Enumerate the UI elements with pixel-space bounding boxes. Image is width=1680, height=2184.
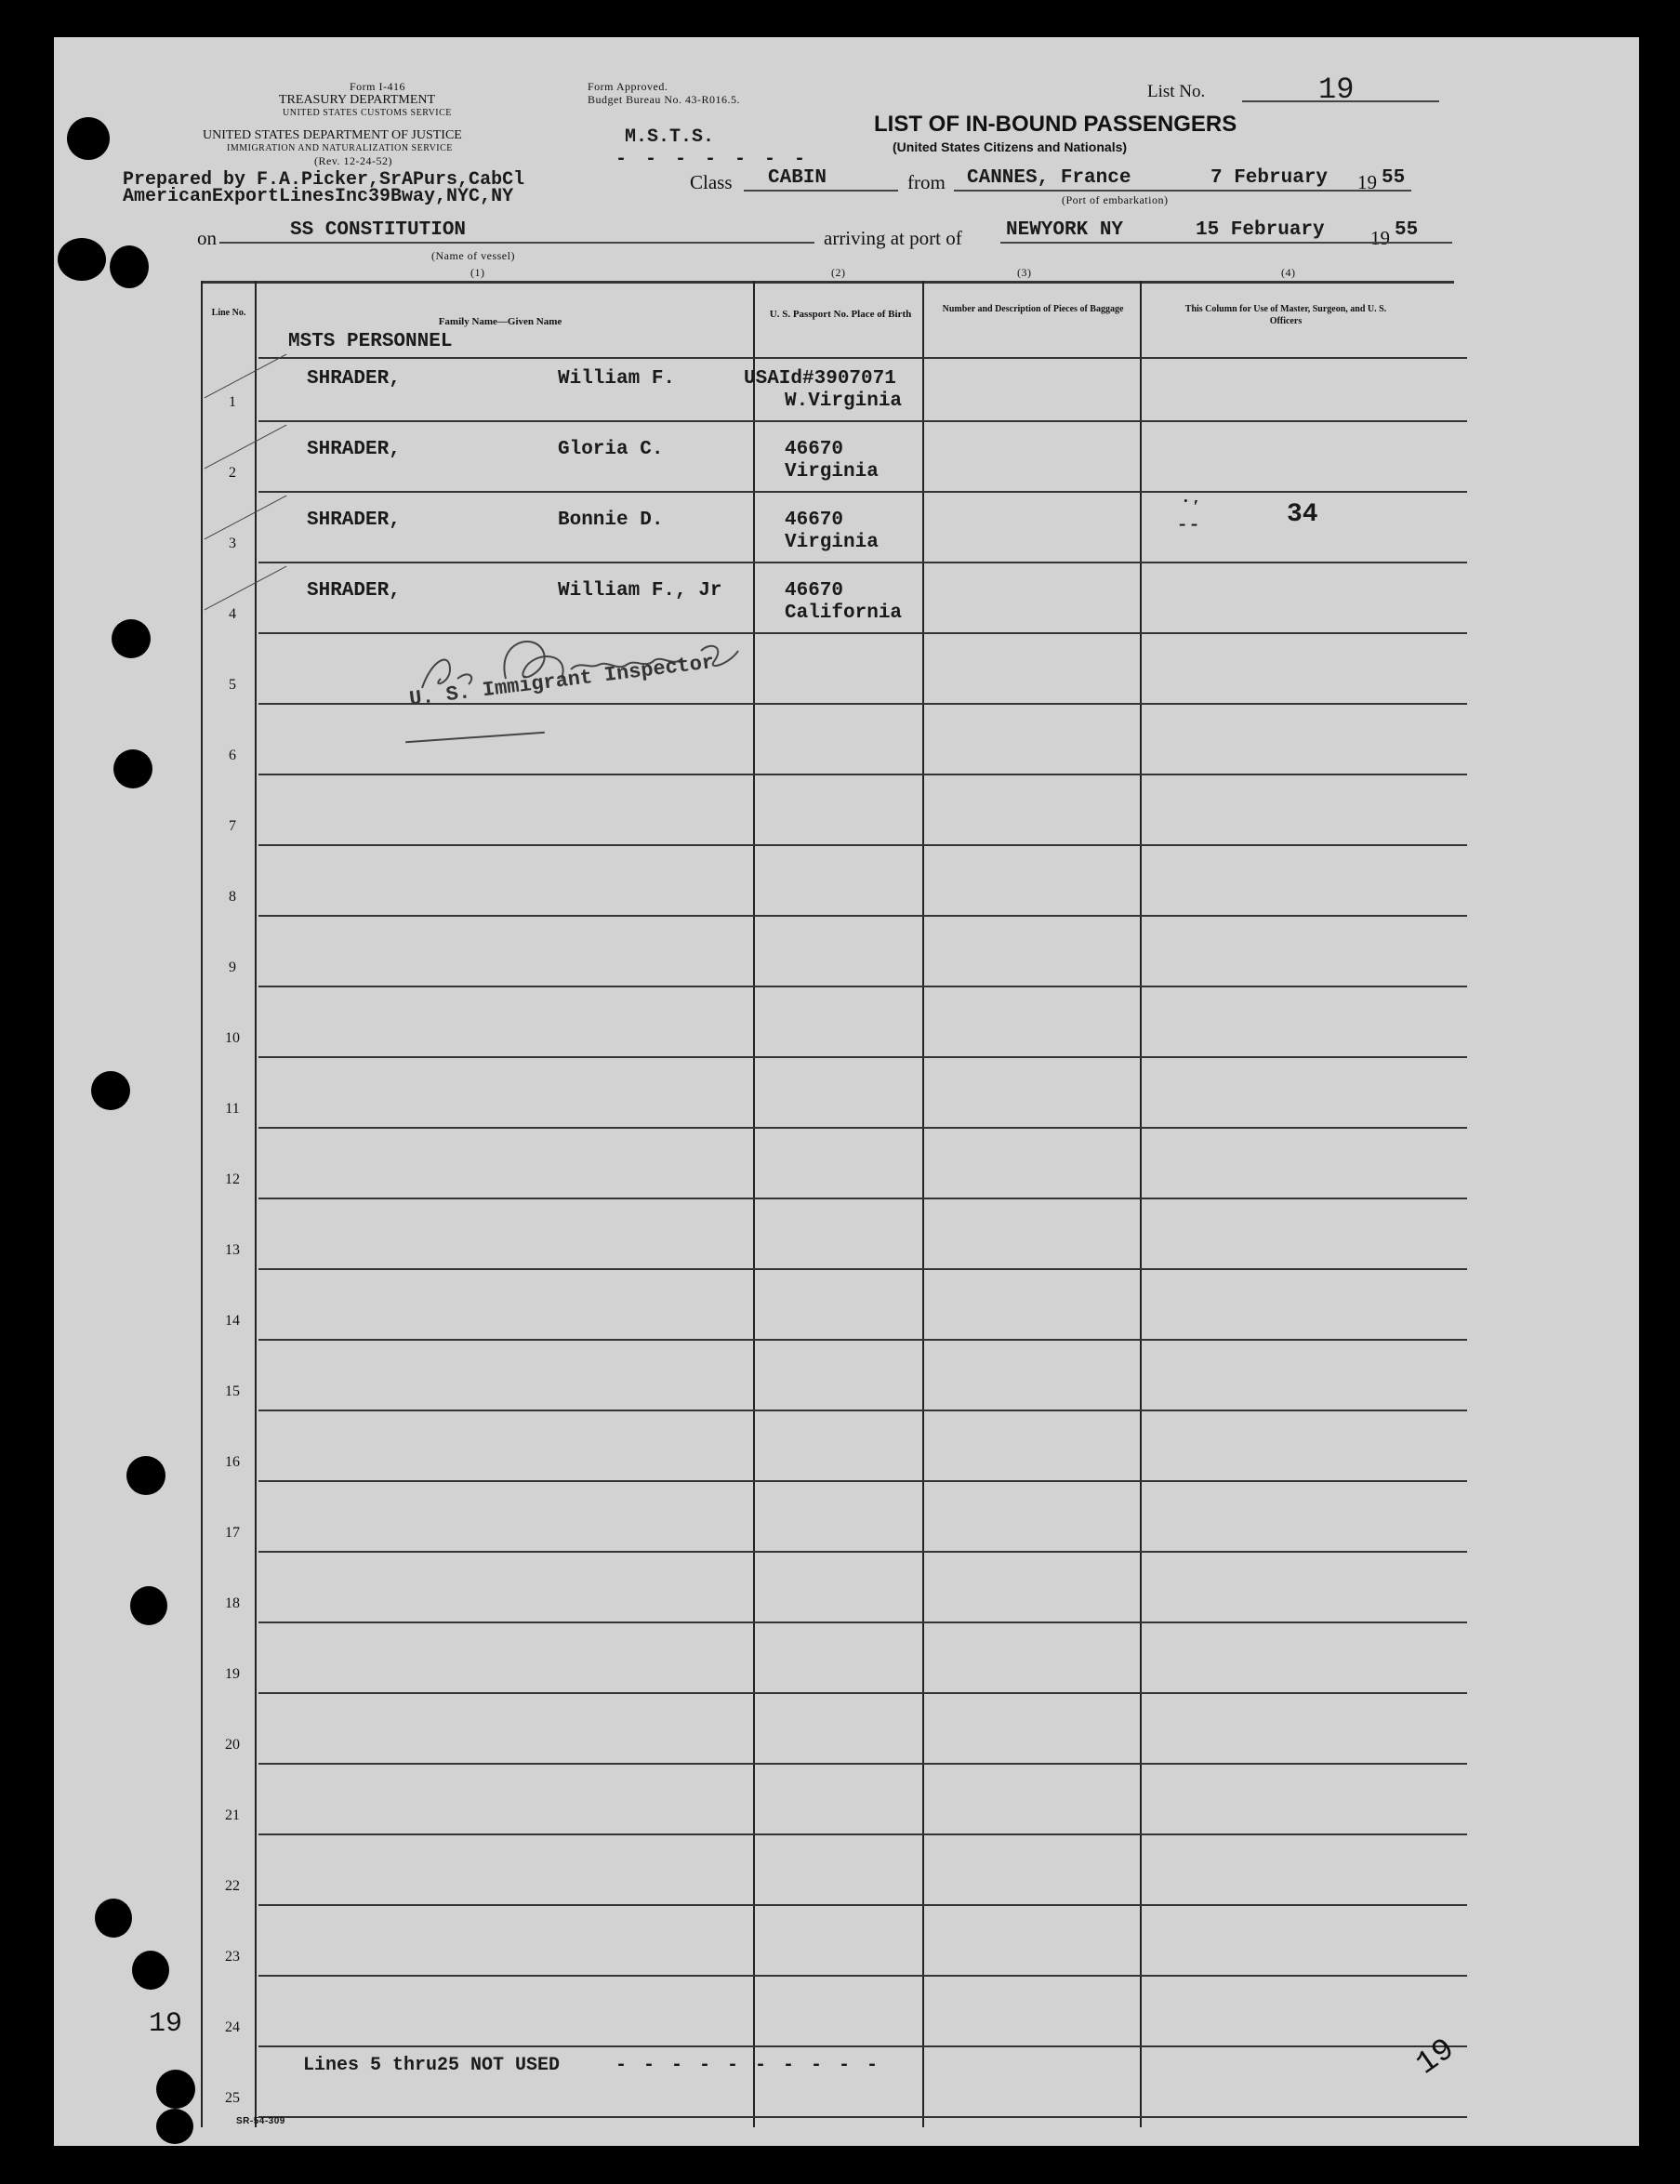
punch-hole: [132, 1951, 169, 1990]
officer-tick-mark: ˙ ′: [1183, 496, 1199, 517]
line-number: 24: [225, 2019, 240, 2035]
officers-column-header: This Column for Use of Master, Surgeon, and U. S. Officers: [1184, 304, 1387, 326]
line-number: 19: [225, 1666, 240, 1682]
check-mark: [205, 425, 287, 470]
row-rule: [258, 1692, 1467, 1694]
msts-code: M.S.T.S.: [625, 126, 715, 148]
line-number: 7: [229, 818, 236, 834]
passenger-family-name: SHRADER,: [307, 510, 401, 531]
line-number: 13: [225, 1242, 240, 1258]
line-number: 17: [225, 1525, 240, 1541]
col4-number: (4): [1281, 266, 1296, 279]
passenger-family-name: SHRADER,: [307, 368, 401, 390]
from-date: 7 February: [1210, 167, 1329, 189]
col1-number: (1): [470, 266, 485, 279]
not-used-note: Lines 5 thru25 NOT USED: [303, 2055, 561, 2076]
passenger-birthplace: Virginia: [785, 461, 879, 483]
line-number: 12: [225, 1171, 240, 1187]
page-title: LIST OF IN-BOUND PASSENGERS: [874, 112, 1237, 137]
from-label: from: [907, 171, 946, 193]
port-embarkation-caption: (Port of embarkation): [1062, 193, 1169, 206]
row-rule: [258, 844, 1467, 846]
treasury-department: TREASURY DEPARTMENT: [279, 93, 436, 107]
passenger-birthplace: Virginia: [785, 532, 879, 553]
row-rule: [258, 774, 1467, 775]
list-no-label: List No.: [1147, 82, 1206, 101]
passenger-birthplace: W.Virginia: [785, 390, 903, 412]
officer-note: 34: [1287, 500, 1318, 529]
row-rule: [258, 1975, 1467, 1977]
arrival-date: 15 February: [1196, 219, 1325, 241]
list-no-value: 19: [1318, 73, 1355, 107]
class-underline: [744, 190, 898, 192]
arrival-underline: [1000, 242, 1452, 244]
passenger-given-name: Bonnie D.: [558, 510, 664, 531]
line-number: 6: [229, 748, 236, 763]
form-number: Form I-416: [350, 80, 405, 93]
row-rule: [258, 2045, 1467, 2047]
arrival-year-prefix: 19: [1370, 227, 1390, 249]
passenger-passport: 46670: [785, 510, 844, 531]
punch-hole: [156, 2070, 195, 2109]
line-number: 2: [229, 465, 236, 481]
officer-tick-mark: - -: [1179, 511, 1198, 535]
on-label: on: [197, 227, 217, 249]
row-rule: [258, 1056, 1467, 1058]
passport-column-header: U. S. Passport No. Place of Birth: [769, 309, 912, 320]
line-number: 3: [229, 536, 236, 551]
stamp-underline: [405, 732, 545, 743]
row-rule: [258, 1268, 1467, 1270]
punch-hole: [112, 619, 151, 658]
from-underline: [954, 190, 1411, 192]
vessel-caption: (Name of vessel): [431, 249, 515, 262]
row-rule: [258, 1904, 1467, 1906]
line-number: 8: [229, 889, 236, 905]
customs-service: UNITED STATES CUSTOMS SERVICE: [283, 108, 452, 118]
msts-dashes: - - - - - - -: [615, 149, 810, 170]
table-top-border: [201, 281, 1454, 284]
line-col-divider: [255, 281, 257, 2127]
passenger-birthplace: California: [785, 602, 903, 624]
footer-code: SR-54-309: [236, 2116, 285, 2126]
punch-hole: [110, 245, 149, 288]
row-rule: [258, 420, 1467, 422]
line-number: 16: [225, 1454, 240, 1470]
line-number: 1: [229, 394, 236, 410]
from-year: 55: [1382, 167, 1406, 189]
form-revision: (Rev. 12-24-52): [314, 154, 393, 167]
col2-divider: [922, 281, 924, 2127]
col1-divider: [753, 281, 755, 2127]
punch-hole: [156, 2109, 193, 2144]
row-rule: [258, 1551, 1467, 1553]
page-subtitle: (United States Citizens and Nationals): [893, 139, 1128, 154]
class-value: CABIN: [768, 167, 827, 189]
margin-number-right: 19: [1409, 2032, 1462, 2084]
list-no-underline: [1242, 100, 1439, 102]
punch-hole: [67, 117, 110, 160]
margin-number-left: 19: [149, 2008, 183, 2040]
punch-hole: [113, 749, 152, 788]
from-year-prefix: 19: [1357, 171, 1377, 193]
line-number: 18: [225, 1595, 240, 1611]
group-label: MSTS PERSONNEL: [288, 331, 453, 352]
from-port: CANNES, France: [967, 167, 1131, 189]
passenger-passport: USAId#3907071: [744, 368, 896, 390]
line-number: 15: [225, 1383, 240, 1399]
row-rule: [258, 2116, 1467, 2118]
header-rule: [258, 357, 1467, 359]
prepared-by-line1: Prepared by F.A.Picker,SrAPurs,CabCl: [123, 169, 525, 191]
not-used-dashes: - - - - - - - - - -: [615, 2055, 881, 2076]
punch-hole: [58, 238, 106, 281]
passenger-passport: 46670: [785, 439, 844, 460]
col3-divider: [1140, 281, 1142, 2127]
passenger-given-name: Gloria C.: [558, 439, 664, 460]
punch-hole: [126, 1456, 165, 1495]
col2-number: (2): [831, 266, 846, 279]
passenger-family-name: SHRADER,: [307, 580, 401, 602]
class-label: Class: [690, 171, 733, 193]
row-rule: [258, 915, 1467, 917]
passenger-given-name: William F., Jr: [558, 580, 722, 602]
line-number: 9: [229, 960, 236, 975]
department-of-justice: UNITED STATES DEPARTMENT OF JUSTICE: [203, 128, 462, 142]
passenger-passport: 46670: [785, 580, 844, 602]
arrival-year: 55: [1395, 219, 1419, 241]
check-mark: [205, 354, 287, 399]
line-no-header: Line No.: [211, 308, 246, 318]
line-number: 10: [225, 1030, 240, 1046]
row-rule: [258, 1621, 1467, 1623]
passenger-family-name: SHRADER,: [307, 439, 401, 460]
arrival-port: NEWYORK NY: [1006, 219, 1124, 241]
vessel-name: SS CONSTITUTION: [290, 219, 467, 241]
row-rule: [258, 562, 1467, 563]
row-rule: [258, 986, 1467, 987]
ins-service: IMMIGRATION AND NATURALIZATION SERVICE: [227, 143, 453, 153]
baggage-column-header: Number and Description of Pieces of Baggage: [942, 304, 1124, 314]
row-rule: [258, 1127, 1467, 1129]
inspector-stamp: U. S. Immigrant Inspector: [407, 650, 716, 711]
row-rule: [258, 491, 1467, 493]
row-rule: [258, 1198, 1467, 1199]
arriving-label: arriving at port of: [824, 227, 962, 249]
line-number: 5: [229, 677, 236, 693]
form-approved: Form Approved.: [588, 80, 668, 93]
line-number: 20: [225, 1737, 240, 1753]
line-number: 4: [229, 606, 236, 622]
line-number: 21: [225, 1807, 240, 1823]
table-left-border: [201, 281, 203, 2127]
punch-hole: [91, 1071, 130, 1110]
vessel-underline: [219, 242, 814, 244]
row-rule: [258, 1339, 1467, 1341]
line-number: 11: [225, 1101, 240, 1117]
row-rule: [258, 1410, 1467, 1411]
row-rule: [258, 1480, 1467, 1482]
line-number: 14: [225, 1313, 240, 1329]
punch-hole: [130, 1586, 167, 1625]
name-column-header: Family Name—Given Name: [438, 316, 562, 327]
prepared-by-line2: AmericanExportLinesInc39Bway,NYC,NY: [123, 186, 514, 207]
line-number: 25: [225, 2090, 240, 2106]
line-number: 22: [225, 1878, 240, 1894]
budget-bureau: Budget Bureau No. 43-R016.5.: [588, 93, 740, 106]
row-rule: [258, 1763, 1467, 1765]
manifest-page: [54, 37, 1639, 2146]
passenger-given-name: William F.: [558, 368, 676, 390]
row-rule: [258, 1833, 1467, 1835]
punch-hole: [95, 1899, 132, 1938]
check-mark: [205, 496, 287, 540]
check-mark: [205, 566, 287, 611]
col3-number: (3): [1017, 266, 1032, 279]
line-number: 23: [225, 1949, 240, 1965]
